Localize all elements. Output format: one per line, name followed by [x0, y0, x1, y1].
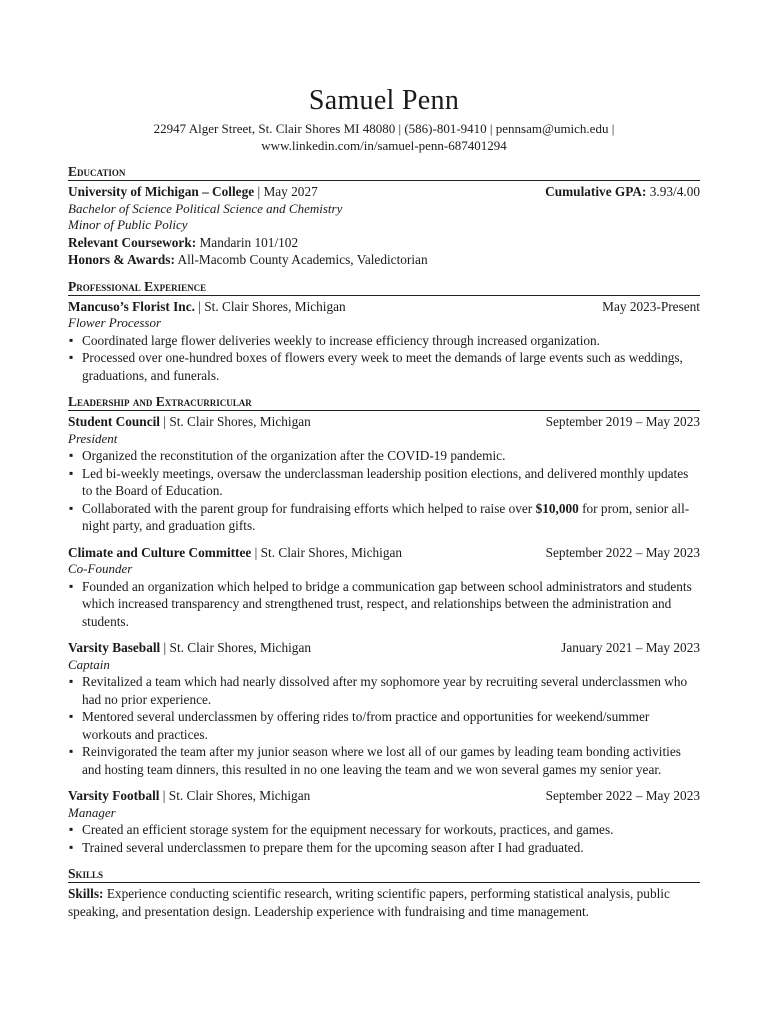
- employment-dates: May 2023-Present: [602, 298, 700, 314]
- employer-location: St. Clair Shores, Michigan: [204, 298, 346, 314]
- bullet-item: ▪ Created an efficient storage system for the equipment necessary for workouts, practices, and games.: [68, 821, 700, 839]
- experience-bullets: [68, 332, 700, 385]
- entry-dates: September 2019 – May 2023: [545, 414, 700, 429]
- entry-header-line: [68, 639, 700, 657]
- separator: |: [159, 788, 169, 803]
- minor: Minor of Public Policy: [68, 217, 188, 232]
- bullet-item: ▪ Mentored several underclassmen by offering rides to/from practice and opportunities for weekend/summer workouts and practices.: [68, 708, 700, 743]
- org-location: St. Clair Shores, Michigan: [168, 788, 311, 803]
- bullet-text: for prom, senior all-night party, and graduation gifts.: [82, 500, 690, 533]
- job-title: Flower Processor: [68, 315, 162, 330]
- entry-role: Captain: [68, 656, 110, 672]
- employer-name: Mancuso’s Florist Inc.: [68, 298, 195, 314]
- skills-label: Skills:: [68, 886, 104, 901]
- skills-value: Experience conducting scientific research, writing scientific papers, performing statistical analysis, public speaking, and presentation design. Leadership experience with fundraising and time management.: [68, 886, 670, 919]
- org-location: St. Clair Shores, Michigan: [169, 414, 311, 429]
- bullet-item: [68, 500, 700, 535]
- separator: |: [160, 414, 170, 429]
- org-name: Student Council: [68, 414, 160, 429]
- bullet-text: Collaborated with the parent group for fundraising efforts which helped to raise over: [82, 500, 536, 516]
- candidate-name: Samuel Penn: [308, 85, 460, 116]
- separator: |: [254, 184, 264, 199]
- resume-page: [68, 84, 700, 920]
- separator: |: [160, 640, 170, 655]
- entry-header-line: [68, 544, 700, 562]
- entry-role: Manager: [68, 804, 116, 820]
- entry-role: Co-Founder: [68, 561, 133, 576]
- experience-header-line: [68, 298, 700, 316]
- org-location: St. Clair Shores, Michigan: [260, 544, 403, 560]
- experience-heading: Professional Experience: [68, 279, 700, 296]
- entry-bullets: [68, 673, 700, 778]
- bullet-item: ▪ Founded an organization which helped to bridge a communication gap between school administrators and students which increased transparency and strengthened trust, respect, and relationships between the administration and students.: [68, 578, 700, 631]
- football-entry: [68, 787, 700, 856]
- contact-info: [68, 120, 700, 154]
- bullet-item: ▪ Trained several underclassmen to prepare them for the upcoming season after I had graduated.: [68, 839, 700, 857]
- org-name: Climate and Culture Committee: [68, 544, 252, 560]
- leadership-heading: Leadership and Extracurricular: [68, 394, 700, 411]
- education-entry: [68, 183, 700, 269]
- entry-role: President: [68, 430, 118, 446]
- fundraising-amount: $10,000: [535, 500, 579, 516]
- experience-entry: [68, 298, 700, 385]
- school-name: University of Michigan – College: [68, 184, 255, 199]
- entry-bullets: [68, 447, 700, 535]
- coursework-value: Mandarin 101/102: [199, 234, 299, 250]
- bullet-item: ▪ Organized the reconstitution of the organization after the COVID-19 pandemic.: [68, 447, 700, 465]
- org-name: Varsity Football: [68, 788, 160, 803]
- honors: [68, 251, 700, 269]
- org-name: Varsity Baseball: [68, 640, 161, 655]
- degree: Bachelor of Science Political Science and Chemistry: [68, 200, 343, 216]
- entry-dates: September 2022 – May 2023: [545, 788, 700, 803]
- graduation-date: May 2027: [263, 184, 318, 199]
- separator: |: [194, 298, 205, 314]
- honors-value: All-Macomb County Academics, Valedictorian: [177, 252, 428, 267]
- bullet-item: ▪ Led bi-weekly meetings, oversaw the underclassman leadership position elections, and delivered monthly updates to the Board of Education.: [68, 465, 700, 500]
- entry-dates: January 2021 – May 2023: [561, 640, 700, 655]
- linkedin-link[interactable]: www.linkedin.com/in/samuel-penn-687401294: [261, 138, 507, 153]
- student-council-entry: [68, 413, 700, 535]
- entry-header-line: [68, 787, 700, 805]
- baseball-entry: [68, 639, 700, 778]
- bullet-item: ▪ Coordinated large flower deliveries weekly to increase efficiency through increased organization.: [68, 332, 700, 350]
- org-location: St. Clair Shores, Michigan: [169, 640, 312, 655]
- bullet-item: ▪ Revitalized a team which had nearly dissolved after my sophomore year by recruiting several underclassmen who had no prior experience.: [68, 673, 700, 708]
- entry-bullets: [68, 578, 700, 631]
- contact-line-1: 22947 Alger Street, St. Clair Shores MI 48080 | (586)-801-9410 | pennsam@umich.edu |: [153, 121, 615, 136]
- coursework: [68, 234, 700, 252]
- honors-label: Honors & Awards:: [68, 252, 175, 267]
- bullet-item: ▪ Processed over one-hundred boxes of flowers every week to meet the demands of large events such as weddings, graduations, and funerals.: [68, 349, 700, 384]
- entry-bullets: [68, 821, 700, 856]
- gpa-label: Cumulative GPA:: [545, 184, 647, 199]
- bullet-item: ▪ Reinvigorated the team after my junior season where we lost all of our games by leading team bonding activities and hosting team dinners, this resulted in no one leaving the team and we won several games my senior year.: [68, 743, 700, 778]
- entry-header-line: [68, 413, 700, 431]
- entry-dates: September 2022 – May 2023: [545, 544, 700, 560]
- climate-committee-entry: [68, 544, 700, 631]
- separator: |: [251, 544, 261, 560]
- skills-heading: Skills: [68, 866, 700, 883]
- skills-text: [68, 885, 700, 920]
- school-line: [68, 183, 700, 201]
- gpa-value: 3.93/4.00: [649, 184, 700, 199]
- education-heading: Education: [68, 164, 700, 181]
- coursework-label: Relevant Coursework:: [68, 234, 197, 250]
